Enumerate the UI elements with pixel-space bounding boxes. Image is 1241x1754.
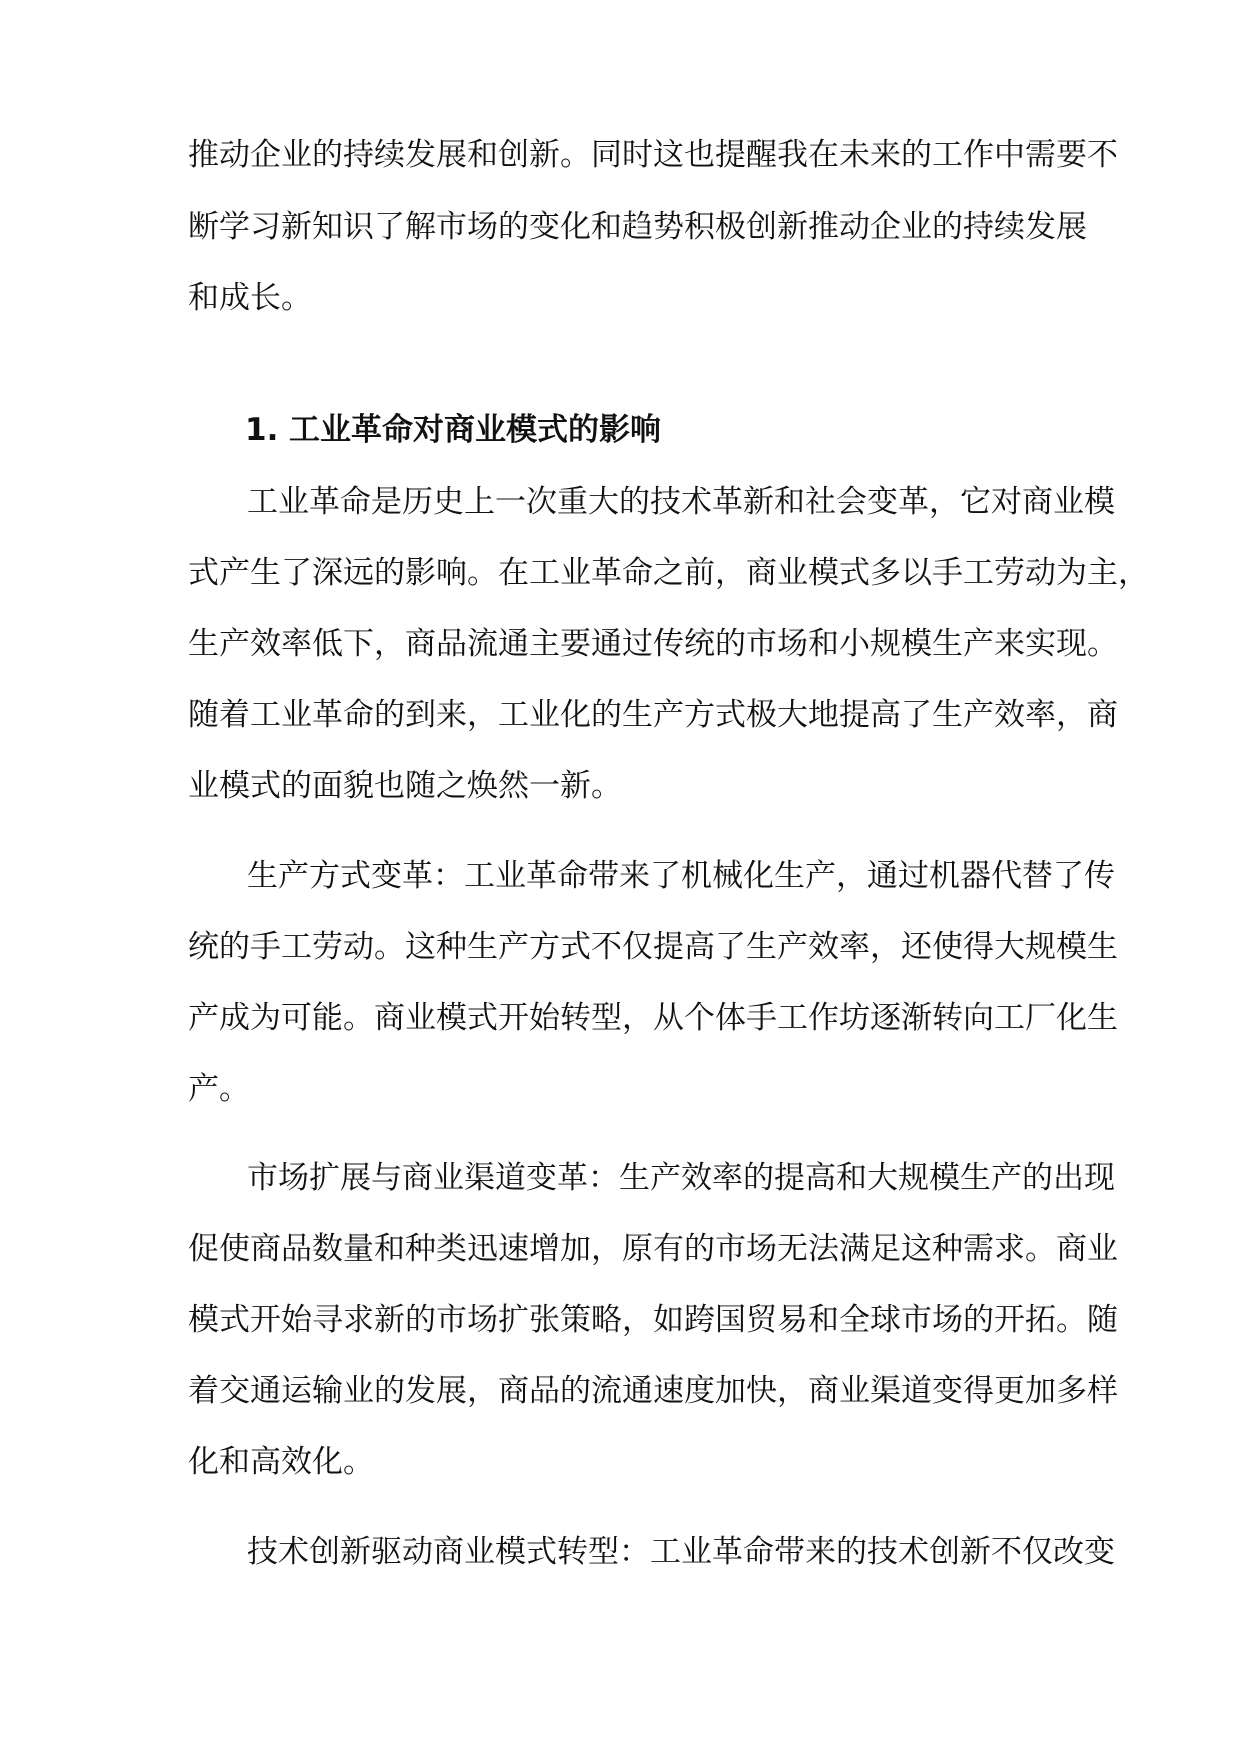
intro-line-4: 随着工业革命的到来，工业化的生产方式极大地提高了生产效率，商 bbox=[188, 697, 1118, 733]
section-heading bbox=[245, 410, 661, 450]
continuation-line-3: 和成长。 bbox=[188, 280, 312, 316]
market-line-1: 市场扩展与商业渠道变革：生产效率的提高和大规模生产的出现 bbox=[247, 1160, 1115, 1196]
production-line-2: 统的手工劳动。这种生产方式不仅提高了生产效率，还使得大规模生 bbox=[188, 929, 1118, 965]
intro-line-2: 式产生了深远的影响。在工业革命之前，商业模式多以手工劳动为主， bbox=[188, 555, 1149, 591]
intro-line-1: 工业革命是历史上一次重大的技术革新和社会变革，它对商业模 bbox=[247, 484, 1115, 520]
section-number: 1. bbox=[245, 412, 279, 448]
production-line-4: 产。 bbox=[188, 1071, 250, 1107]
market-line-4: 着交通运输业的发展，商品的流通速度加快，商业渠道变得更加多样 bbox=[188, 1373, 1118, 1409]
intro-line-5: 业模式的面貌也随之焕然一新。 bbox=[188, 768, 622, 804]
tech-line-1: 技术创新驱动商业模式转型：工业革命带来的技术创新不仅改变 bbox=[247, 1534, 1115, 1570]
production-line-3: 产成为可能。商业模式开始转型，从个体手工作坊逐渐转向工厂化生 bbox=[188, 1000, 1118, 1036]
section-title: 工业革命对商业模式的影响 bbox=[289, 412, 661, 448]
production-line-1: 生产方式变革：工业革命带来了机械化生产，通过机器代替了传 bbox=[247, 858, 1115, 894]
intro-line-3: 生产效率低下，商品流通主要通过传统的市场和小规模生产来实现。 bbox=[188, 626, 1118, 662]
market-line-5: 化和高效化。 bbox=[188, 1444, 374, 1480]
market-line-2: 促使商品数量和种类迅速增加，原有的市场无法满足这种需求。商业 bbox=[188, 1231, 1118, 1267]
continuation-line-2: 断学习新知识了解市场的变化和趋势积极创新推动企业的持续发展 bbox=[188, 209, 1087, 245]
continuation-line-1: 推动企业的持续发展和创新。同时这也提醒我在未来的工作中需要不 bbox=[188, 137, 1118, 173]
market-line-3: 模式开始寻求新的市场扩张策略，如跨国贸易和全球市场的开拓。随 bbox=[188, 1302, 1118, 1338]
